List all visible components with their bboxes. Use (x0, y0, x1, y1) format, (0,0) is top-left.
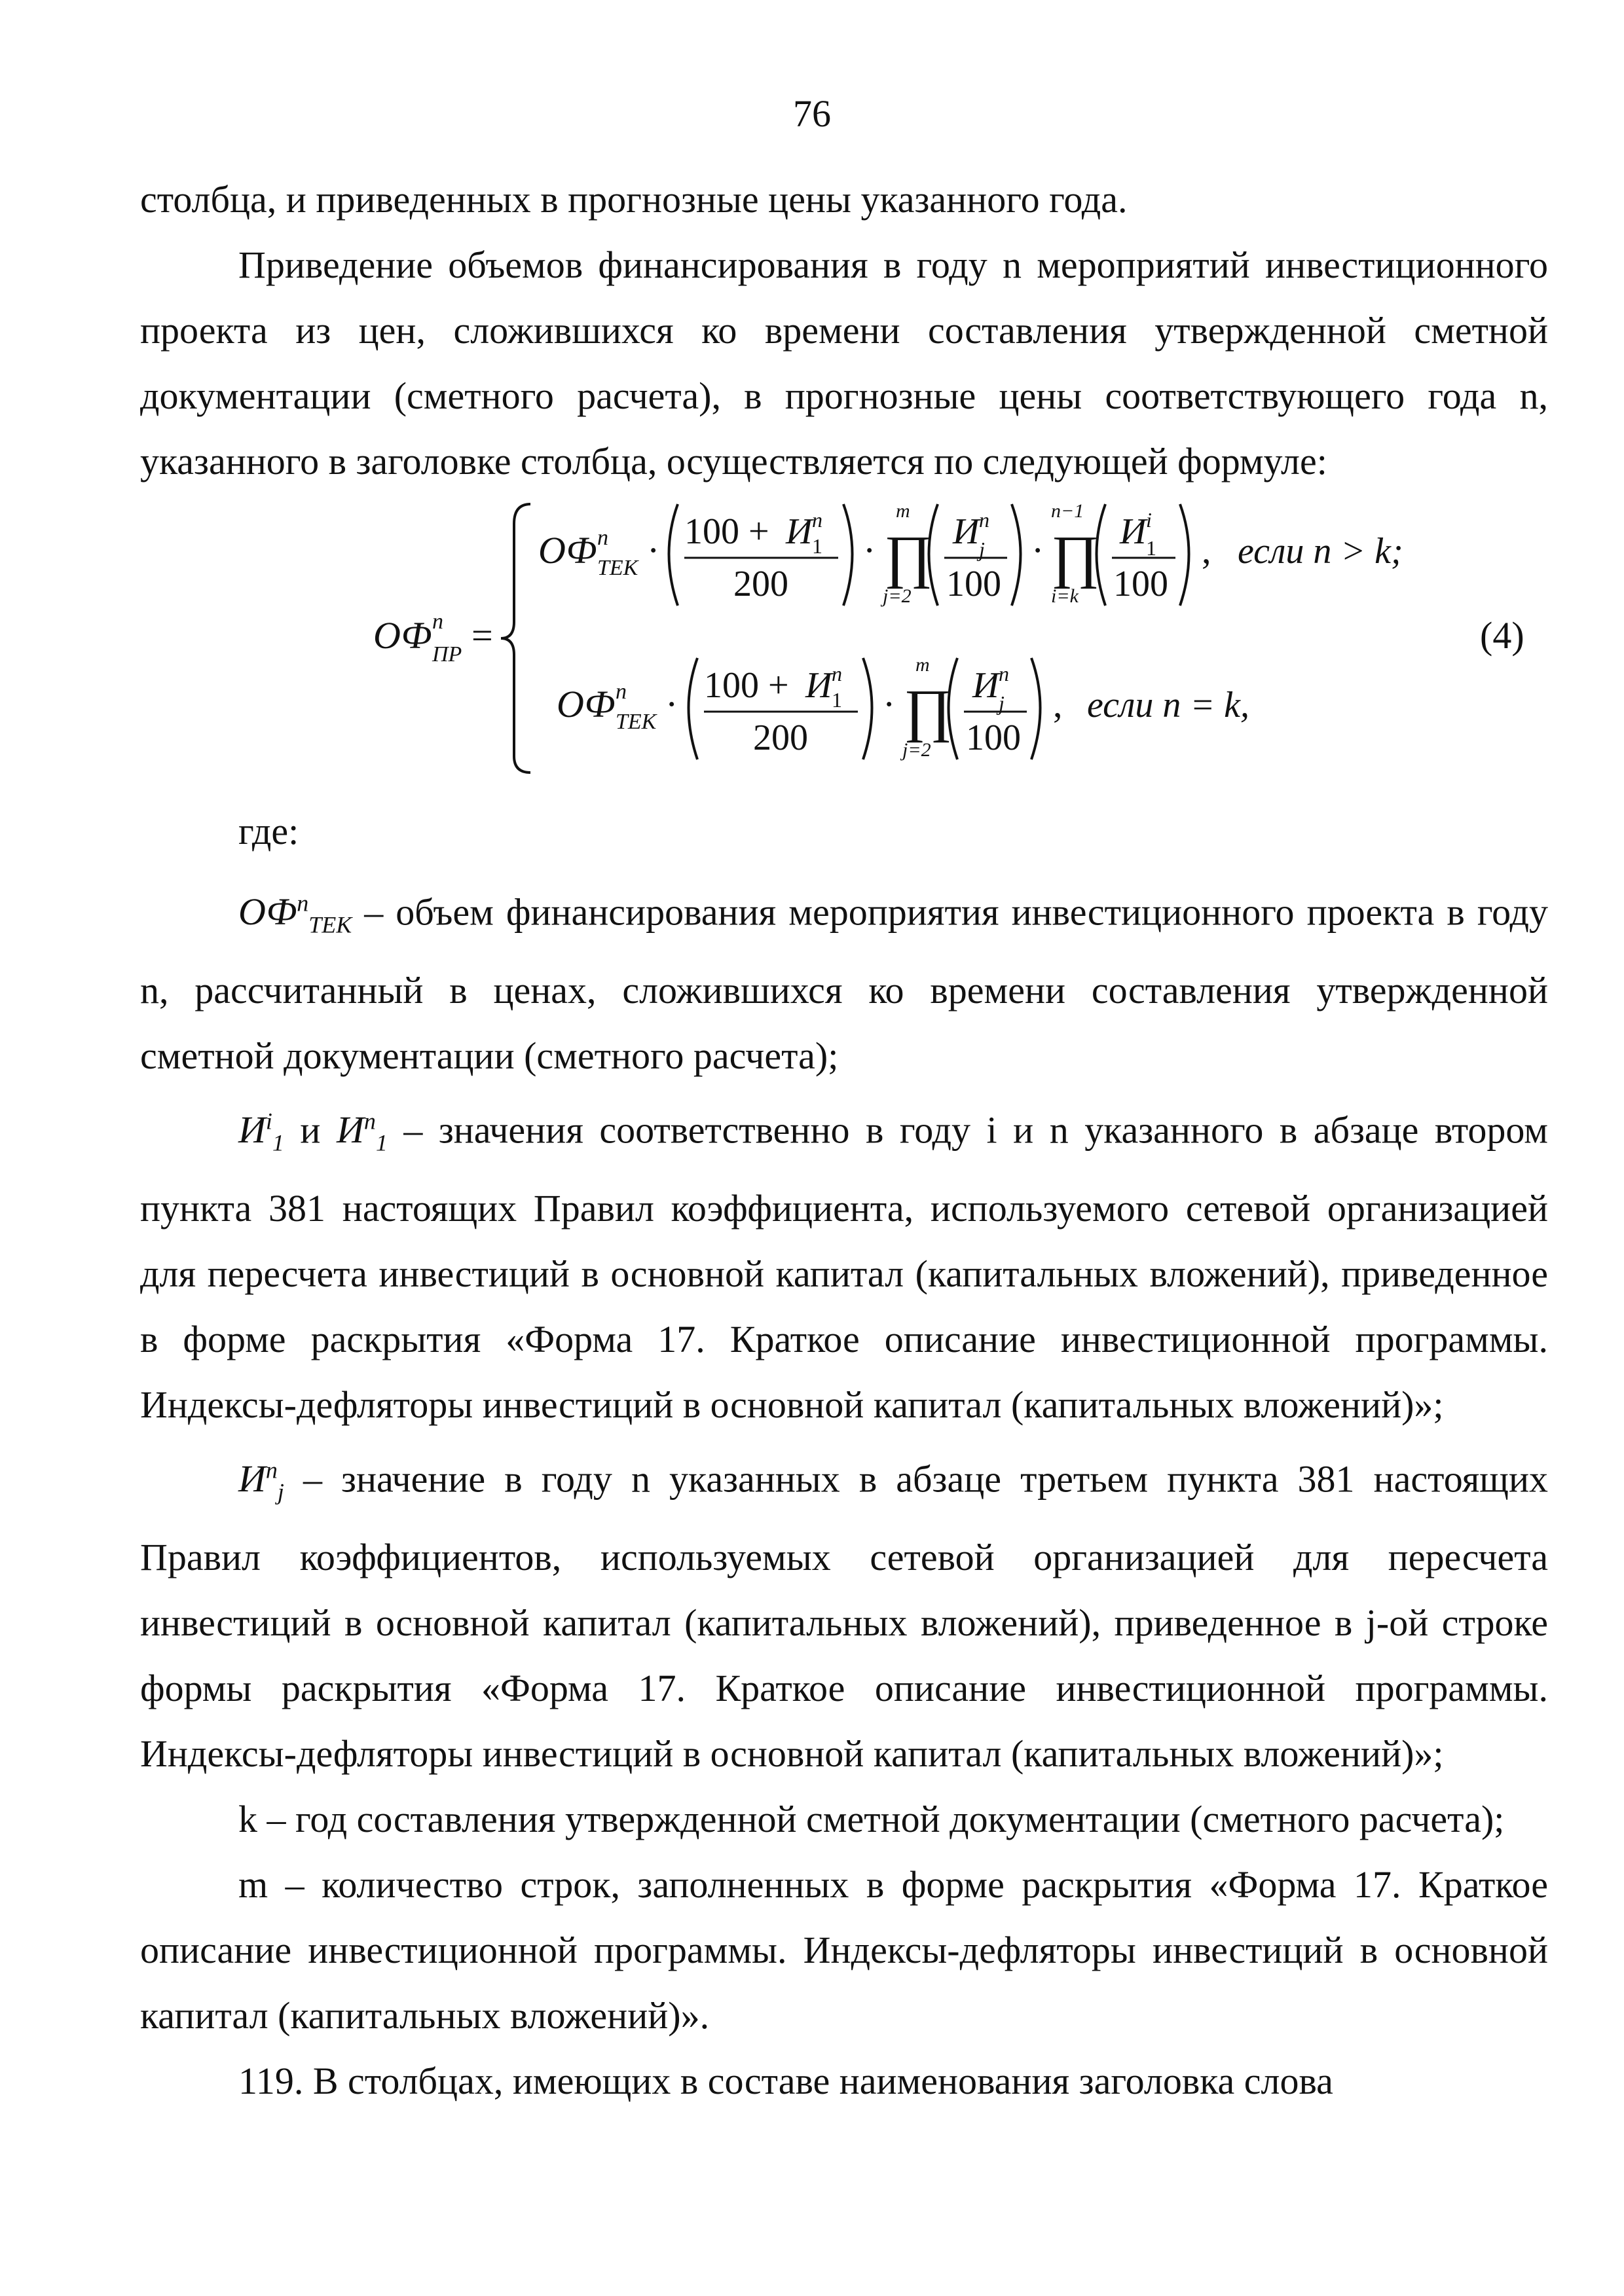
svg-text:100: 100 (946, 564, 1001, 604)
svg-text:ПР: ПР (432, 642, 462, 666)
svg-text:∏: ∏ (1051, 524, 1100, 589)
formula-4 (367, 498, 1545, 779)
symbol-of-tek: $ОФ^n_{ТЕК}$ (238, 890, 352, 938)
paragraph-119: 119. В столбцах, имеющих в составе наименования заголовка слова (238, 2059, 1333, 2102)
svg-text:200: 200 (733, 564, 788, 604)
svg-text:i: i (1146, 508, 1152, 532)
definition-text: – значения соответственно в году i и n указанного в абзаце втором пункта 381 настоящих Правил коэффициента, используемого сетевой организацией для пересчета инвестиций в основной капитал (капитальных вложений), приведенное в форме раскрытия «Форма 17. Краткое описание инвестиционной программы. Индексы-дефляторы инвестиций в основной капитал (капитальных вложений)»; (140, 1108, 1549, 1426)
svg-text:=: = (471, 614, 493, 657)
svg-text:100 +: 100 + (684, 511, 769, 552)
svg-text:И: И (786, 511, 813, 552)
formula-number: (4) (1480, 614, 1524, 657)
svg-text:∏: ∏ (884, 524, 933, 589)
svg-text:1: 1 (1146, 536, 1156, 560)
svg-text:m: m (915, 654, 930, 676)
svg-text:·: · (863, 529, 876, 572)
svg-text:если n > k;: если n > k; (1238, 531, 1403, 572)
definition-index-1 (140, 1089, 1548, 1438)
svg-text:ТЕК: ТЕК (597, 556, 638, 580)
svg-text:100 +: 100 + (704, 665, 789, 706)
conjunction: и (300, 1108, 337, 1152)
svg-text:·: · (883, 683, 896, 725)
svg-text:n: n (979, 508, 989, 532)
definition-index-j (140, 1438, 1548, 1787)
formula-lhs (373, 610, 493, 666)
paragraph-formula-intro: Приведение объемов финансирования в году n мероприятий инвестиционного проекта из цен, сложившихся ко времени составления утвержденной сметной документации (сметного расчета), в прогнозные цены соответствующего года n, указанного в заголовке столбца, осуществляется по следующей формуле: (140, 244, 1548, 483)
symbol-index-nj: $И^n_j$ (238, 1457, 284, 1505)
brace (501, 504, 530, 773)
where-label: где: (238, 810, 299, 852)
svg-text:j=2: j=2 (902, 739, 931, 761)
svg-text:И: И (972, 665, 999, 706)
svg-text:ОФ: ОФ (373, 614, 432, 657)
svg-text:100: 100 (966, 718, 1021, 758)
formula-case-1 (538, 500, 1403, 607)
svg-text:n−1: n−1 (1051, 500, 1084, 522)
svg-text:m: m (896, 500, 910, 522)
symbol-index-i1: $И^i_1$ (238, 1108, 284, 1156)
svg-text:j=2: j=2 (883, 585, 912, 607)
intro-text (140, 167, 1548, 494)
svg-text:100: 100 (1113, 564, 1168, 604)
svg-text:И: И (953, 511, 980, 552)
definition-of-tek (140, 871, 1548, 1089)
svg-text:n: n (812, 508, 822, 532)
svg-text:ТЕК: ТЕК (616, 710, 657, 734)
svg-text:ОФ: ОФ (538, 529, 597, 572)
svg-text:И: И (805, 665, 832, 706)
definition-k: k – год составления утвержденной сметной документации (сметного расчета); (238, 1797, 1505, 1840)
definition-text: – объем финансирования мероприятия инвестиционного проекта в году n, рассчитанный в ценах, сложившихся ко времени составления утвержденной сметной документации (сметного расчета); (140, 890, 1548, 1077)
svg-text:i=k: i=k (1051, 585, 1079, 607)
definition-m: m – количество строк, заполненных в форме раскрытия «Форма 17. Краткое описание инвестиционной программы. Индексы-дефляторы инвестиций в основной капитал (капитальных вложений)». (140, 1863, 1548, 2037)
svg-text:,: , (1202, 529, 1211, 572)
svg-text:если n = k,: если n = k, (1087, 685, 1250, 725)
paragraph-continuation: столбца, и приведенных в прогнозные цены указанного года. (140, 178, 1128, 221)
svg-text:j: j (999, 691, 1005, 715)
svg-text:ОФ: ОФ (557, 683, 616, 725)
svg-text:200: 200 (753, 718, 808, 758)
svg-text:n: n (999, 662, 1009, 685)
svg-text:·: · (647, 529, 660, 572)
svg-text:1: 1 (812, 534, 822, 558)
svg-text:n: n (832, 662, 842, 685)
page-number: 76 (793, 92, 831, 135)
svg-text:n: n (597, 526, 608, 550)
svg-text:j: j (979, 538, 985, 561)
svg-text:n: n (432, 610, 443, 634)
definition-text: – значение в году n указанных в абзаце третьем пункта 381 настоящих Правил коэффициентов, используемых сетевой организацией для пересчета инвестиций в основной капитал (капитальных вложений), приведенное в j-ой строке формы раскрытия «Форма 17. Краткое описание инвестиционной программы. Индексы-дефляторы инвестиций в основной капитал (капитальных вложений)»; (140, 1457, 1548, 1775)
svg-text:,: , (1053, 683, 1063, 725)
formula-case-2 (557, 654, 1249, 761)
svg-text:·: · (1031, 529, 1044, 572)
definitions-text (140, 799, 1548, 2114)
symbol-index-n1: $И^n_1$ (336, 1108, 388, 1156)
svg-text:И: И (1120, 511, 1147, 552)
svg-text:∏: ∏ (904, 678, 953, 743)
svg-text:n: n (616, 680, 627, 704)
svg-text:1: 1 (832, 688, 842, 712)
svg-text:·: · (665, 683, 678, 725)
